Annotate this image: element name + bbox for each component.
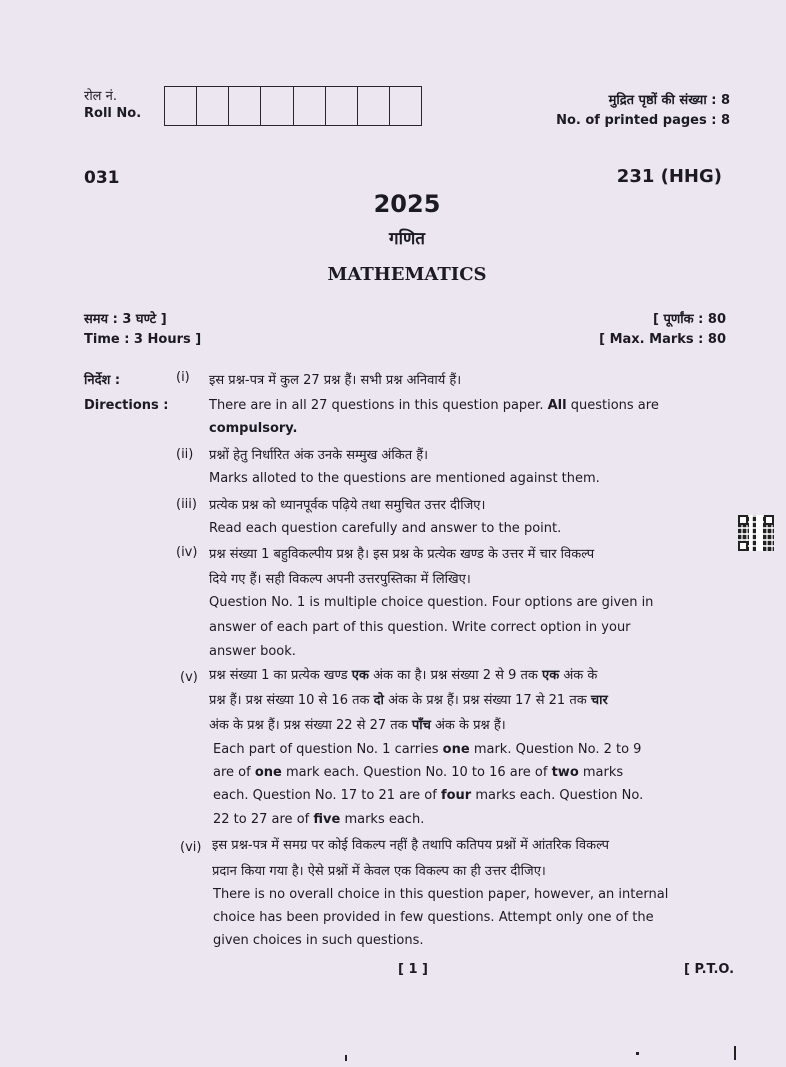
direction-number: (i) <box>176 370 190 385</box>
direction-4-english-line1: Question No. 1 is multiple choice question. Four options are given in <box>209 595 654 610</box>
direction-5-hindi-line1: प्रश्न संख्या 1 का प्रत्येक खण्ड एक अंक का है। प्रश्न संख्या 2 से 9 तक एक अंक के <box>209 668 598 683</box>
direction-4-hindi-line1: प्रश्न संख्या 1 बहुविकल्पीय प्रश्न है। इस प्रश्न के प्रत्येक खण्ड के उत्तर में चार विकल्प <box>209 547 595 562</box>
direction-1-hindi: इस प्रश्न-पत्र में कुल 27 प्रश्न हैं। सभी प्रश्न अनिवार्य हैं। <box>209 373 462 388</box>
page-number: [ 1 ] <box>398 962 428 977</box>
direction-1-english-line2: compulsory. <box>209 421 298 436</box>
direction-5-english-line2: are of one mark each. Question No. 10 to 16 are of two marks <box>213 765 624 780</box>
scan-mark <box>345 1055 347 1061</box>
direction-number: (iii) <box>176 497 197 512</box>
direction-6-english-line1: There is no overall choice in this question paper, however, an internal <box>213 887 669 902</box>
subject-code-right: 231 (HHG) <box>616 166 722 187</box>
direction-2-hindi: प्रश्नों हेतु निर्धारित अंक उनके सम्मुख अंकित हैं। <box>209 448 429 463</box>
scan-mark <box>734 1046 736 1060</box>
roll-label-english: Roll No. <box>84 106 142 121</box>
printed-pages-english: No. of printed pages : 8 <box>556 113 730 128</box>
direction-4-hindi-line2: दिये गए हैं। सही विकल्प अपनी उत्तरपुस्तिका में लिखिए। <box>209 572 471 587</box>
subject-hindi: गणित <box>389 229 425 249</box>
subject-english: MATHEMATICS <box>327 264 487 285</box>
direction-4-english-line2: answer of each part of this question. Write correct option in your <box>209 620 631 635</box>
please-turn-over: [ P.T.O. <box>684 962 735 977</box>
direction-number: (iv) <box>176 545 198 560</box>
direction-5-english-line4: 22 to 27 are of five marks each. <box>213 812 425 827</box>
direction-number: (v) <box>180 670 198 685</box>
direction-2-english: Marks alloted to the questions are mentioned against them. <box>209 471 600 486</box>
direction-1-english-line1: There are in all 27 questions in this question paper. All questions are <box>209 398 659 413</box>
roll-number-boxes <box>164 86 422 126</box>
qr-code-icon <box>738 515 774 551</box>
exam-year: 2025 <box>373 190 441 218</box>
direction-6-hindi-line2: प्रदान किया गया है। ऐसे प्रश्नों में केवल एक विकल्प का ही उत्तर दीजिए। <box>212 864 546 879</box>
max-marks-english: [ Max. Marks : 80 <box>599 332 726 347</box>
direction-5-hindi-line3: अंक के प्रश्न हैं। प्रश्न संख्या 22 से 27 तक पाँच अंक के प्रश्न हैं। <box>209 718 506 733</box>
direction-3-hindi: प्रत्येक प्रश्न को ध्यानपूर्वक पढ़िये तथा समुचित उत्तर दीजिए। <box>209 498 486 513</box>
time-english: Time : 3 Hours ] <box>84 332 202 347</box>
direction-6-english-line2: choice has been provided in few questions. Attempt only one of the <box>213 910 654 925</box>
direction-5-hindi-line2: प्रश्न हैं। प्रश्न संख्या 10 से 16 तक दो अंक के प्रश्न हैं। प्रश्न संख्या 17 से 21 तक चार <box>209 693 608 708</box>
roll-label-hindi: रोल नं. <box>84 89 117 104</box>
time-hindi: समय : 3 घण्टे ] <box>84 312 167 327</box>
direction-6-english-line3: given choices in such questions. <box>213 933 424 948</box>
printed-pages-hindi: मुद्रित पृष्ठों की संख्या : 8 <box>608 93 730 108</box>
direction-number: (ii) <box>176 447 194 462</box>
subject-code-left: 031 <box>84 168 120 188</box>
direction-4-english-line3: answer book. <box>209 644 296 659</box>
direction-3-english: Read each question carefully and answer to the point. <box>209 521 562 536</box>
direction-6-hindi-line1: इस प्रश्न-पत्र में समग्र पर कोई विकल्प नहीं है तथापि कतिपय प्रश्नों में आंतरिक विकल्प <box>212 838 610 853</box>
directions-label-hindi: निर्देश : <box>84 373 121 388</box>
direction-5-english-line3: each. Question No. 17 to 21 are of four marks each. Question No. <box>213 788 644 803</box>
direction-number: (vi) <box>180 840 202 855</box>
scan-mark <box>636 1052 639 1055</box>
direction-5-english-line1: Each part of question No. 1 carries one mark. Question No. 2 to 9 <box>213 742 642 757</box>
directions-label-english: Directions : <box>84 398 169 413</box>
max-marks-hindi: [ पूर्णांक : 80 <box>653 312 726 327</box>
